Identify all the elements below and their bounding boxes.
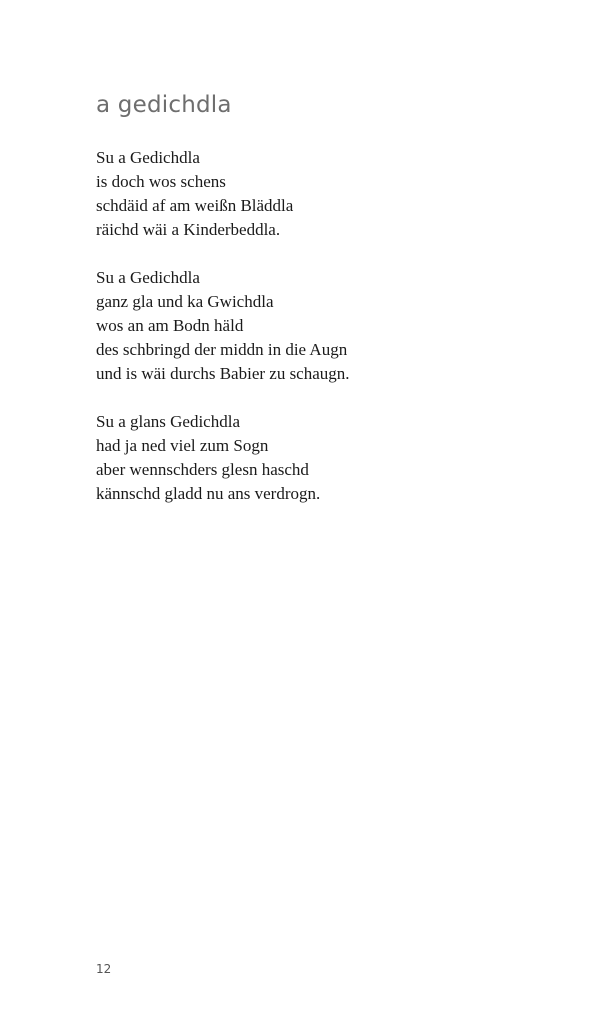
- page-number: 12: [96, 962, 112, 976]
- poem-line: ganz gla und ka Gwichdla: [96, 292, 274, 311]
- stanza-1: [96, 146, 556, 242]
- stanza-3: [96, 410, 556, 506]
- poem-line: kännschd gladd nu ans verdrogn.: [96, 484, 321, 503]
- poem-body: [96, 146, 556, 530]
- poem-line: und is wäi durchs Babier zu schaugn.: [96, 364, 350, 383]
- poem-line: is doch wos schens: [96, 172, 226, 191]
- poem-line: Su a Gedichdla: [96, 268, 200, 287]
- poem-line: schdäid af am weißn Bläddla: [96, 196, 294, 215]
- poem-line: had ja ned viel zum Sogn: [96, 436, 269, 455]
- poem-line: Su a glans Gedichdla: [96, 412, 240, 431]
- poem-line: aber wennschders glesn haschd: [96, 460, 309, 479]
- poem-line: Su a Gedichdla: [96, 148, 200, 167]
- poem-line: räichd wäi a Kinderbeddla.: [96, 220, 281, 239]
- stanza-2: [96, 266, 556, 386]
- poem-title: a gedichdla: [96, 92, 232, 118]
- poem-line: des schbringd der middn in die Augn: [96, 340, 348, 359]
- poem-line: wos an am Bodn häld: [96, 316, 244, 335]
